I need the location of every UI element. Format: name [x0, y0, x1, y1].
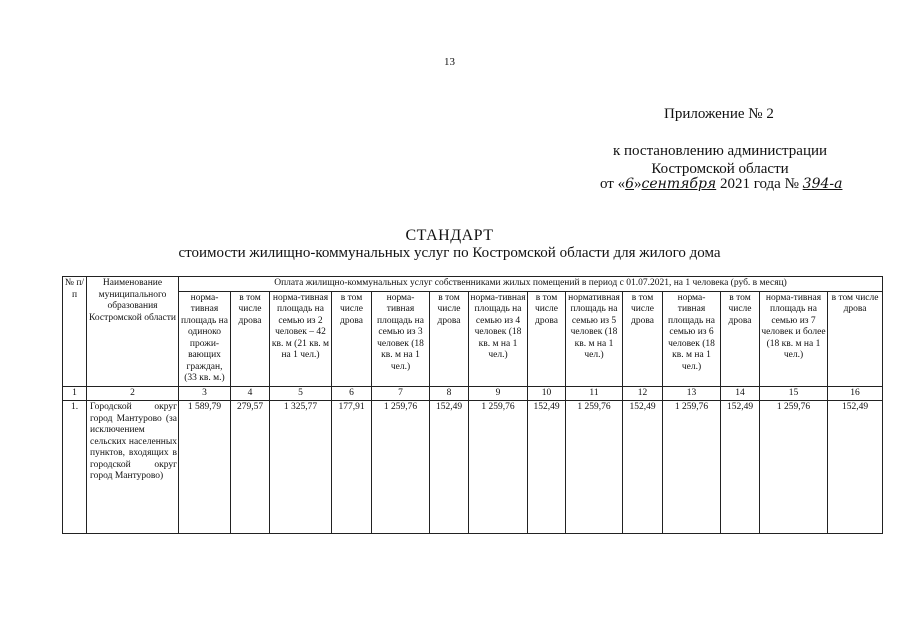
column-number: 8: [430, 386, 469, 401]
date-prefix: от «: [600, 176, 626, 192]
column-number: 6: [332, 386, 372, 401]
table-row: [63, 401, 883, 534]
row-value: 1 259,76: [760, 401, 828, 534]
subheader: в том числе дрова: [721, 291, 760, 386]
subheader: в том числе дрова: [623, 291, 663, 386]
column-number: 2: [87, 386, 179, 401]
column-number: 9: [469, 386, 528, 401]
column-number: 3: [179, 386, 231, 401]
column-number: 10: [528, 386, 566, 401]
row-value: 152,49: [623, 401, 663, 534]
subheader: в том числе дрова: [828, 291, 883, 386]
header-num: № п/п: [63, 277, 87, 387]
header-row-2: [63, 291, 883, 386]
column-number: 16: [828, 386, 883, 401]
row-value: 152,49: [430, 401, 469, 534]
row-value: 152,49: [721, 401, 760, 534]
column-number: 7: [372, 386, 430, 401]
row-value: 1 259,76: [372, 401, 430, 534]
date-number: 394-а: [802, 176, 843, 192]
column-number: 1: [63, 386, 87, 401]
row-value: 279,57: [231, 401, 270, 534]
date-month: сентября: [641, 176, 717, 192]
date-mid: »: [634, 176, 642, 192]
subheader: нормативная площадь на семью из 5 человек (18 кв. м на 1 чел.): [566, 291, 623, 386]
subheader: в том числе дрова: [332, 291, 372, 386]
row-value: 1 259,76: [663, 401, 721, 534]
subheader: в том числе дрова: [231, 291, 270, 386]
appendix-lines: [560, 142, 880, 178]
row-value: 152,49: [828, 401, 883, 534]
column-number-row: [63, 386, 883, 401]
doc-title: СТАНДАРТ: [405, 227, 494, 244]
row-value: 1 589,79: [179, 401, 231, 534]
column-number: 5: [270, 386, 332, 401]
standard-table: [62, 276, 883, 534]
subheader: норма-тивная площадь на одиноко прожи-вающих граждан, (33 кв. м.): [179, 291, 231, 386]
date-year: 2021 года №: [719, 176, 799, 192]
page-number: 13: [444, 56, 455, 68]
header-row-1: [63, 277, 883, 292]
doc-subtitle: стоимости жилищно-коммунальных услуг по Костромской области для жилого дома: [178, 245, 721, 261]
appendix-date: [600, 176, 842, 193]
column-number: 12: [623, 386, 663, 401]
subheader: в том числе дрова: [528, 291, 566, 386]
header-name: Наименование муниципального образования Костромской области: [87, 277, 179, 387]
row-value: 1 259,76: [566, 401, 623, 534]
subheader: в том числе дрова: [430, 291, 469, 386]
column-number: 13: [663, 386, 721, 401]
row-value: 1 259,76: [469, 401, 528, 534]
appendix-line-2: Костромской области: [651, 161, 789, 177]
column-number: 4: [231, 386, 270, 401]
appendix-title: Приложение № 2: [664, 106, 774, 122]
header-group: Оплата жилищно-коммунальных услуг собственниками жилых помещений в период с 01.07.2021, на 1 человека (руб. в месяц): [179, 277, 883, 292]
appendix-line-1: к постановлению администрации: [612, 143, 828, 159]
column-number: 11: [566, 386, 623, 401]
subheader: норма-тивная площадь на семью из 2 человек – 42 кв. м (21 кв. м на 1 чел.): [270, 291, 332, 386]
subheader: норма-тивная площадь на семью из 4 человек (18 кв. м на 1 чел.): [469, 291, 528, 386]
row-name: Городской округ город Мантурово (за исключением сельских населенных пунктов, входящих в городской округ город Мантурово): [87, 401, 179, 534]
row-value: 1 325,77: [270, 401, 332, 534]
date-day: 6: [625, 176, 635, 192]
row-value: 152,49: [528, 401, 566, 534]
subheader: норма-тивная площадь на семью из 7 человек и более (18 кв. м на 1 чел.): [760, 291, 828, 386]
column-number: 14: [721, 386, 760, 401]
row-value: 177,91: [332, 401, 372, 534]
subheader: норма-тивная площадь на семью из 3 человек (18 кв. м на 1 чел.): [372, 291, 430, 386]
subheader: норма-тивная площадь на семью из 6 человек (18 кв. м на 1 чел.): [663, 291, 721, 386]
column-number: 15: [760, 386, 828, 401]
row-num: 1.: [63, 401, 87, 534]
